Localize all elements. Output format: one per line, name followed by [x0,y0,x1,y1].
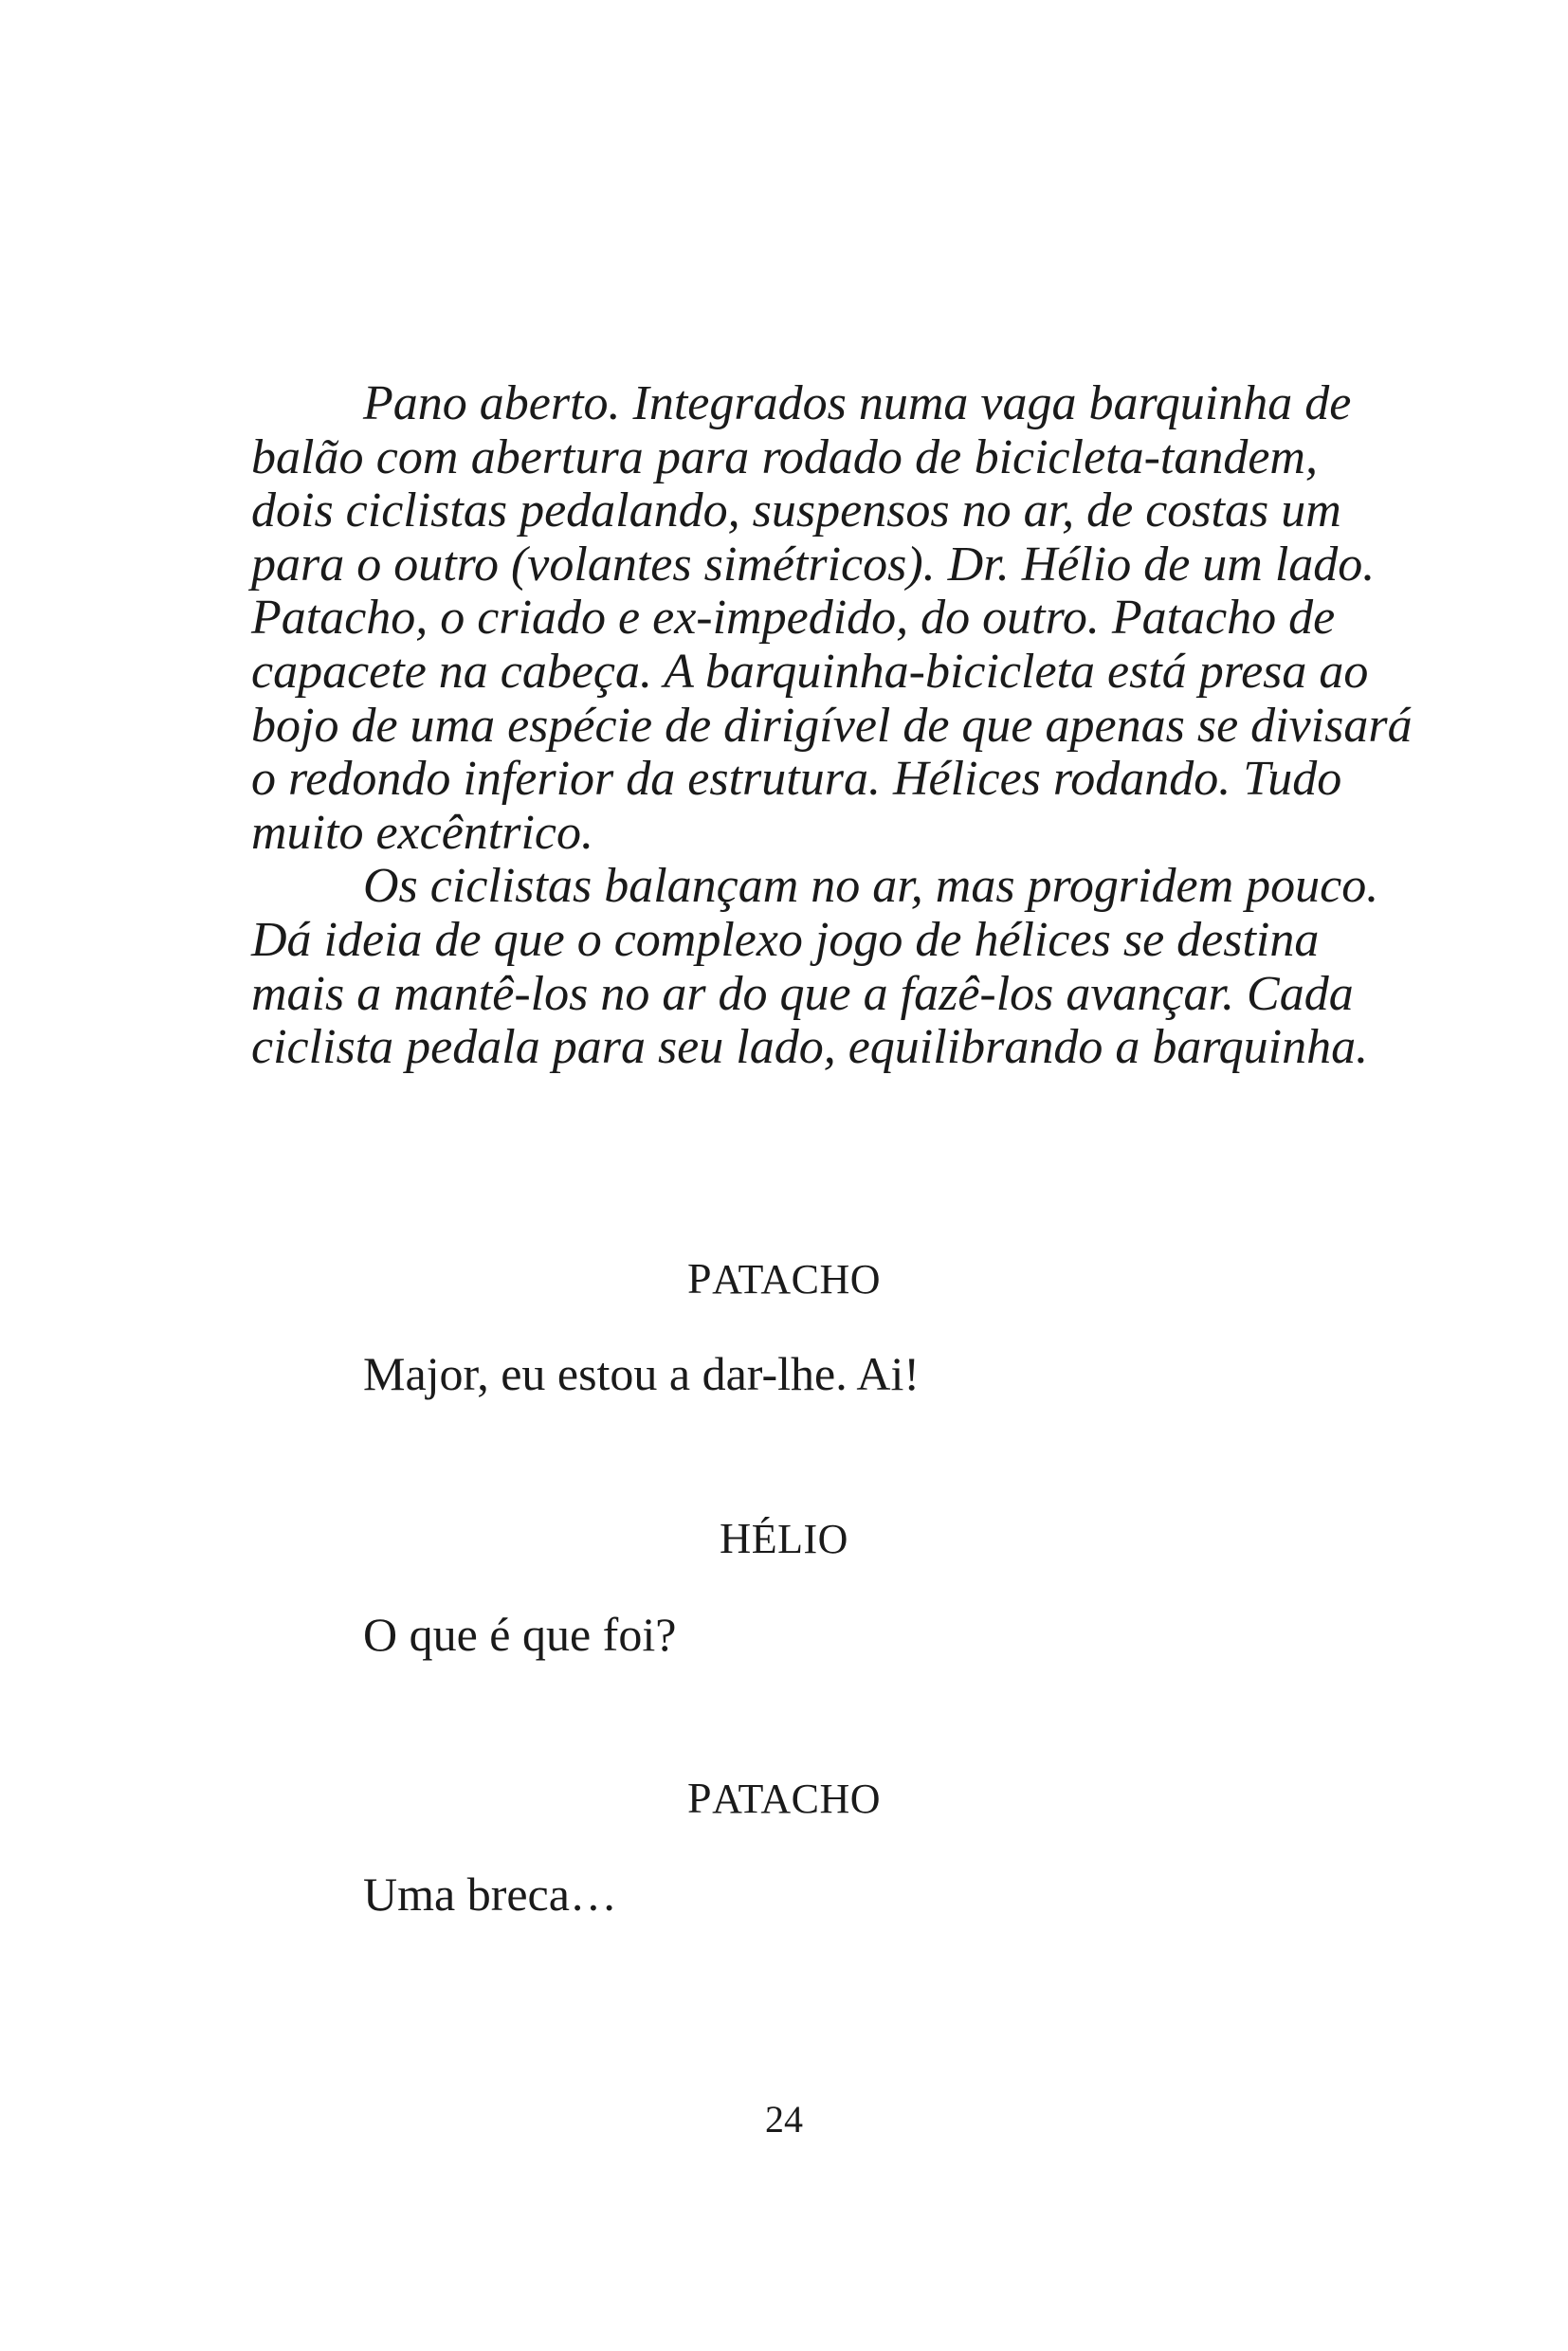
stage-line: mais a mantê-los no ar do que a fazê-los avançar. Cada [251,966,1354,1021]
stage-line: para o outro (volantes simétricos). Dr. Hélio de um lado. [251,537,1376,592]
stage-line: muito excêntrico. [251,805,593,860]
stage-line: o redondo inferior da estrutura. Hélices rodando. Tudo [251,752,1342,807]
speaker-label: HÉLIO [720,1514,848,1562]
stage-line: Dá ideia de que o complexo jogo de hélices se destina [251,912,1320,967]
stage-line: Pano aberto. Integrados numa vaga barquinha de [363,376,1352,430]
stage-line: dois ciclistas pedalando, suspensos no ar, de costas um [251,483,1341,538]
speech-line: Uma breca… [363,1868,617,1921]
stage-line: ciclista pedala para seu lado, equilibrando a barquinha. [251,1020,1369,1075]
stage-line: Os ciclistas balançam no ar, mas progridem pouco. [363,859,1379,914]
speech-line: Major, eu estou a dar-lhe. Ai! [363,1347,921,1400]
page-number: 24 [765,2098,803,2141]
speech-line: O que é que foi? [363,1608,677,1661]
speaker-name [0,1773,1568,1823]
speaker-name [0,1253,1568,1303]
stage-line: Patacho, o criado e ex-impedido, do outro. Patacho de [251,591,1336,646]
speaker-label: PATACHO [686,1774,882,1822]
stage-line: capacete na cabeça. A barquinha-bicicleta está presa ao [251,644,1369,699]
speaker-label: PATACHO [686,1254,882,1303]
stage-line: balão com abertura para rodado de bicicleta-tandem, [251,429,1318,484]
stage-directions [251,376,1413,1075]
stage-line: bojo de uma espécie de dirigível de que apenas se divisará [251,698,1413,753]
speaker-name [0,1513,1568,1563]
